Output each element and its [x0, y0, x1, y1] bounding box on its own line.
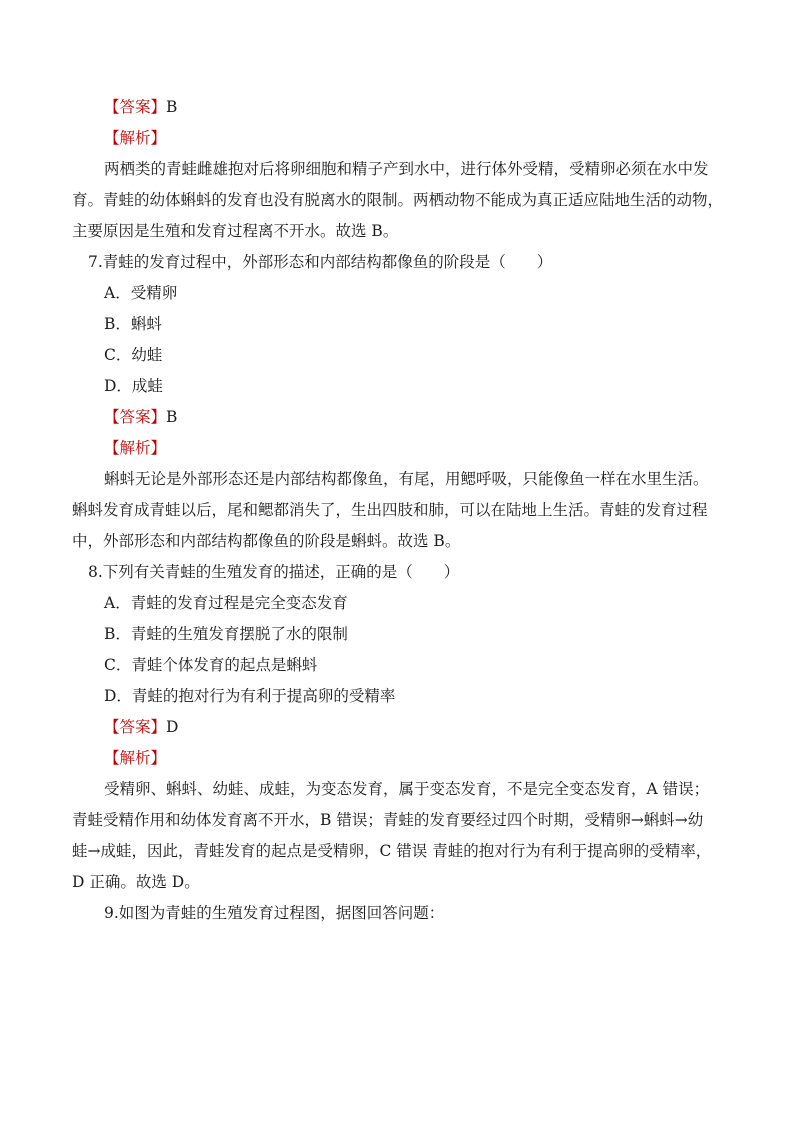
q8-analysis-line-3: 蛙→成蛙，因此，青蛙发育的起点是受精卵，C 错误 青蛙的抱对行为有利于提高卵的受精率， [72, 842, 712, 860]
q7-analysis-line-1: 蝌蚪无论是外部形态还是内部结构都像鱼，有尾，用鳃呼吸，只能像鱼一样在水里生活。 [104, 470, 709, 488]
q7-option-b: B．蝌蚪 [104, 315, 162, 333]
q6-analysis-line-3: 主要原因是生殖和发育过程离不开水。故选 B。 [72, 222, 399, 240]
q6-answer-tag: 【答案】 [104, 98, 167, 116]
q8-analysis-heading [72, 743, 724, 774]
q6-analysis-line-2: 育。青蛙的幼体蝌蚪的发育也没有脱离水的限制。两栖动物不能成为真正适应陆地生活的动物， [72, 191, 724, 209]
q7-analysis-heading [72, 433, 724, 464]
q8-analysis-tag: 【解析】 [104, 749, 167, 767]
document-page [72, 92, 724, 929]
q8-option-d: D．青蛙的抱对行为有利于提高卵的受精率 [104, 687, 396, 705]
q6-analysis-tag: 【解析】 [104, 129, 167, 147]
q7-analysis-line-2: 蝌蚪发育成青蛙以后，尾和鳃都消失了，生出四肢和肺，可以在陆地上生活。青蛙的发育过程 [72, 501, 708, 519]
q7-answer-value: B [166, 408, 178, 426]
q8-question: 8.下列有关青蛙的生殖发育的描述，正确的是（ ） [88, 563, 460, 581]
q8-answer-value: D [166, 718, 179, 736]
q7-option-c: C．幼蛙 [104, 346, 163, 364]
q7-option-a: A．受精卵 [104, 284, 178, 302]
q6-analysis-heading [72, 123, 724, 154]
q8-analysis-line-4: D 正确。故选 D。 [72, 873, 200, 891]
q8-option-c: C．青蛙个体发育的起点是蝌蚪 [104, 656, 318, 674]
q6-answer-line [72, 92, 724, 123]
q7-question: 7.青蛙的发育过程中，外部形态和内部结构都像鱼的阶段是（ ） [88, 253, 553, 271]
q9-question: 9.如图为青蛙的生殖发育过程图，据图回答问题： [104, 904, 445, 922]
q8-answer-tag: 【答案】 [104, 718, 167, 736]
q6-answer-value: B [166, 98, 178, 116]
q7-answer-tag: 【答案】 [104, 408, 167, 426]
q7-analysis-line-3: 中，外部形态和内部结构都像鱼的阶段是蝌蚪。故选 B。 [72, 532, 461, 550]
q7-option-d: D．成蛙 [104, 377, 163, 395]
q6-analysis-line-1: 两栖类的青蛙雌雄抱对后将卵细胞和精子产到水中，进行体外受精，受精卵必须在水中发 [104, 160, 709, 178]
q8-answer-line [72, 712, 724, 743]
q8-option-a: A．青蛙的发育过程是完全变态发育 [104, 594, 348, 612]
q7-answer-line [72, 402, 724, 433]
q7-analysis-tag: 【解析】 [104, 439, 167, 457]
q8-analysis-line-2: 青蛙受精作用和幼体发育离不开水，B 错误；青蛙的发育要经过四个时期，受精卵→蝌蚪→幼 [72, 811, 704, 829]
q8-option-b: B．青蛙的生殖发育摆脱了水的限制 [104, 625, 348, 643]
q8-analysis-line-1: 受精卵、蝌蚪、幼蛙、成蛙，为变态发育，属于变态发育，不是完全变态发育，A 错误； [104, 780, 710, 798]
